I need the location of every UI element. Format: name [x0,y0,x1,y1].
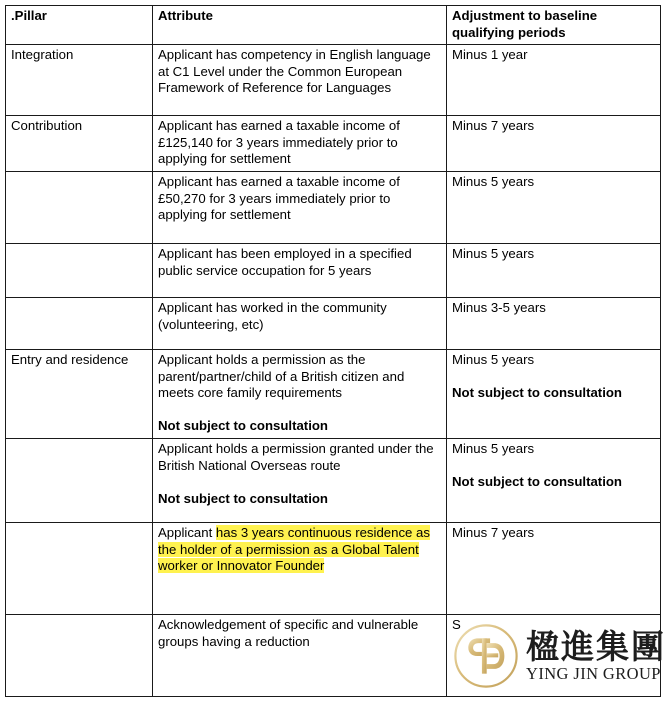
cell-attribute: Applicant has competency in English language at C1 Level under the Common European Framework of Reference for Languages [153,45,447,116]
settlement-criteria-table [5,5,661,697]
adjustment-text: Minus 5 years [452,440,535,456]
cell-attribute: Applicant has earned a taxable income of £50,270 for 3 years immediately prior to applying for settlement [153,171,447,243]
table-row [6,349,661,438]
attribute-text-highlighted: has 3 years continuous residence as the holder of a permission as a Global Talent worker or Innovator Founder [158,524,430,574]
table-row [6,171,661,243]
cell-pillar [6,614,153,696]
cell-attribute: Applicant has worked in the community (volunteering, etc) [153,297,447,349]
adjustment-consultation-note: Not subject to consultation [452,474,622,490]
column-header-attribute: Attribute [153,6,447,45]
cell-adjustment: Minus 5 years [447,243,661,297]
table-row-highlighted [6,522,661,614]
cell-adjustment: Minus 3-5 years [447,297,661,349]
cell-attribute: Applicant has earned a taxable income of £125,140 for 3 years immediately prior to applying for settlement [153,116,447,172]
column-header-adjustment: Adjustment to baseline qualifying periods [447,6,661,45]
attribute-consultation-note: Not subject to consultation [158,418,328,434]
watermark-english-name: YING JIN GROUP [526,663,661,683]
table-row [6,614,661,696]
table-row [6,116,661,172]
adjustment-consultation-note: Not subject to consultation [452,385,622,401]
cell-pillar: Contribution [6,116,153,172]
cell-attribute: Applicant has been employed in a specified public service occupation for 5 years [153,243,447,297]
cell-adjustment [447,438,661,522]
cell-pillar [6,243,153,297]
cell-adjustment: S [447,614,661,696]
cell-pillar: Entry and residence [6,349,153,438]
cell-attribute: Acknowledgement of specific and vulnerable groups having a reduction [153,614,447,696]
cell-pillar: Integration [6,45,153,116]
adjustment-text: Minus 5 years [452,351,535,367]
cell-adjustment: Minus 1 year [447,45,661,116]
attribute-text: Applicant holds a permission as the parent/partner/child of a British citizen and meets core family requirements [158,351,405,401]
cell-attribute [153,349,447,438]
cell-attribute [153,438,447,522]
table-row [6,45,661,116]
cell-pillar [6,171,153,243]
table-header-row [6,6,661,45]
attribute-text: Applicant holds a permission granted under the British National Overseas route [158,440,434,473]
cell-adjustment: Minus 7 years [447,522,661,614]
table-row [6,243,661,297]
cell-adjustment [447,349,661,438]
cell-adjustment: Minus 5 years [447,171,661,243]
attribute-text-lead: Applicant [158,524,216,540]
cell-pillar [6,297,153,349]
cell-adjustment: Minus 7 years [447,116,661,172]
table-row [6,297,661,349]
cell-pillar [6,438,153,522]
table-row [6,438,661,522]
cell-attribute [153,522,447,614]
attribute-consultation-note: Not subject to consultation [158,490,328,506]
watermark-chinese-name: 楹進集團 [526,626,666,666]
column-header-pillar: .Pillar [6,6,153,45]
cell-pillar [6,522,153,614]
